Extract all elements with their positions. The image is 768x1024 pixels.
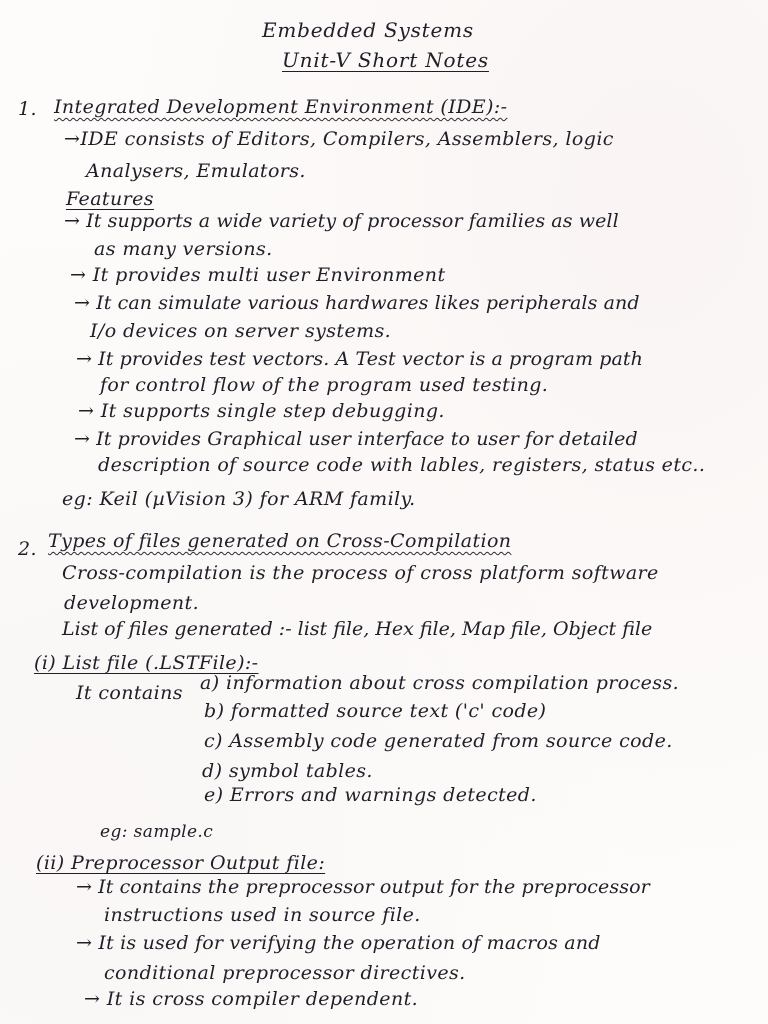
title-line-1: Embedded Systems <box>262 18 474 42</box>
sub-2-point-1-line-2: instructions used in source file. <box>104 904 421 926</box>
sub-1-item-c: c) Assembly code generated from source code. <box>204 730 673 752</box>
sub-1-item-d: d) symbol tables. <box>202 760 373 782</box>
section-1-example: eg: Keil (µVision 3) for ARM family. <box>62 488 416 510</box>
section-2-intro-1: Cross-compilation is the process of cross platform software <box>62 562 659 584</box>
sub-2-point-3-line-1: → It is cross compiler dependent. <box>84 988 419 1010</box>
feature-1-line-2: as many versions. <box>94 238 273 260</box>
feature-6-line-2: description of source code with lables, registers, status etc.. <box>98 454 706 476</box>
sub-2-point-2-line-2: conditional preprocessor directives. <box>104 962 466 984</box>
feature-5-line-1: → It supports single step debugging. <box>78 400 445 422</box>
title-line-2-text: Unit-V Short Notes <box>282 48 489 72</box>
feature-4-line-2: for control flow of the program used testing. <box>100 374 549 396</box>
section-2-heading: Types of files generated on Cross-Compilation <box>48 530 512 552</box>
section-1-number: 1. <box>18 98 37 120</box>
feature-3-line-2: I/o devices on server systems. <box>90 320 392 342</box>
features-label: Features <box>66 188 154 210</box>
sub-1-item-e: e) Errors and warnings detected. <box>204 784 537 806</box>
feature-2-line-1: → It provides multi user Environment <box>70 264 446 286</box>
sub-2-point-2-line-1: → It is used for verifying the operation of macros and <box>76 932 601 954</box>
feature-1-line-1: → It supports a wide variety of processor families as well <box>64 210 619 232</box>
section-2-number: 2. <box>18 538 37 560</box>
sub-1-contains-prefix: It contains <box>76 682 183 704</box>
title-line-2 <box>282 48 489 72</box>
sub-1-item-a: a) information about cross compilation process. <box>200 672 680 694</box>
section-2-list-line: List of files generated :- list file, Hex file, Map file, Object file <box>62 618 653 640</box>
sub-1-example: eg: sample.c <box>100 822 214 842</box>
sub-1-label: (i) List file (.LSTFile):- <box>34 652 259 674</box>
sub-1-item-b: b) formatted source text ('c' code) <box>204 700 547 722</box>
feature-4-line-1: → It provides test vectors. A Test vector is a program path <box>76 348 643 370</box>
section-1-heading: Integrated Development Environment (IDE):- <box>54 96 508 118</box>
section-1-intro-2: Analysers, Emulators. <box>86 160 306 182</box>
section-2-intro-2: development. <box>64 592 200 614</box>
sub-2-point-1-line-1: → It contains the preprocessor output for the preprocessor <box>76 876 650 898</box>
section-1-intro-1: →IDE consists of Editors, Compilers, Assemblers, logic <box>64 128 614 150</box>
feature-3-line-1: → It can simulate various hardwares likes peripherals and <box>74 292 640 314</box>
feature-6-line-1: → It provides Graphical user interface to user for detailed <box>74 428 638 450</box>
sub-2-label: (ii) Preprocessor Output file: <box>36 852 326 874</box>
